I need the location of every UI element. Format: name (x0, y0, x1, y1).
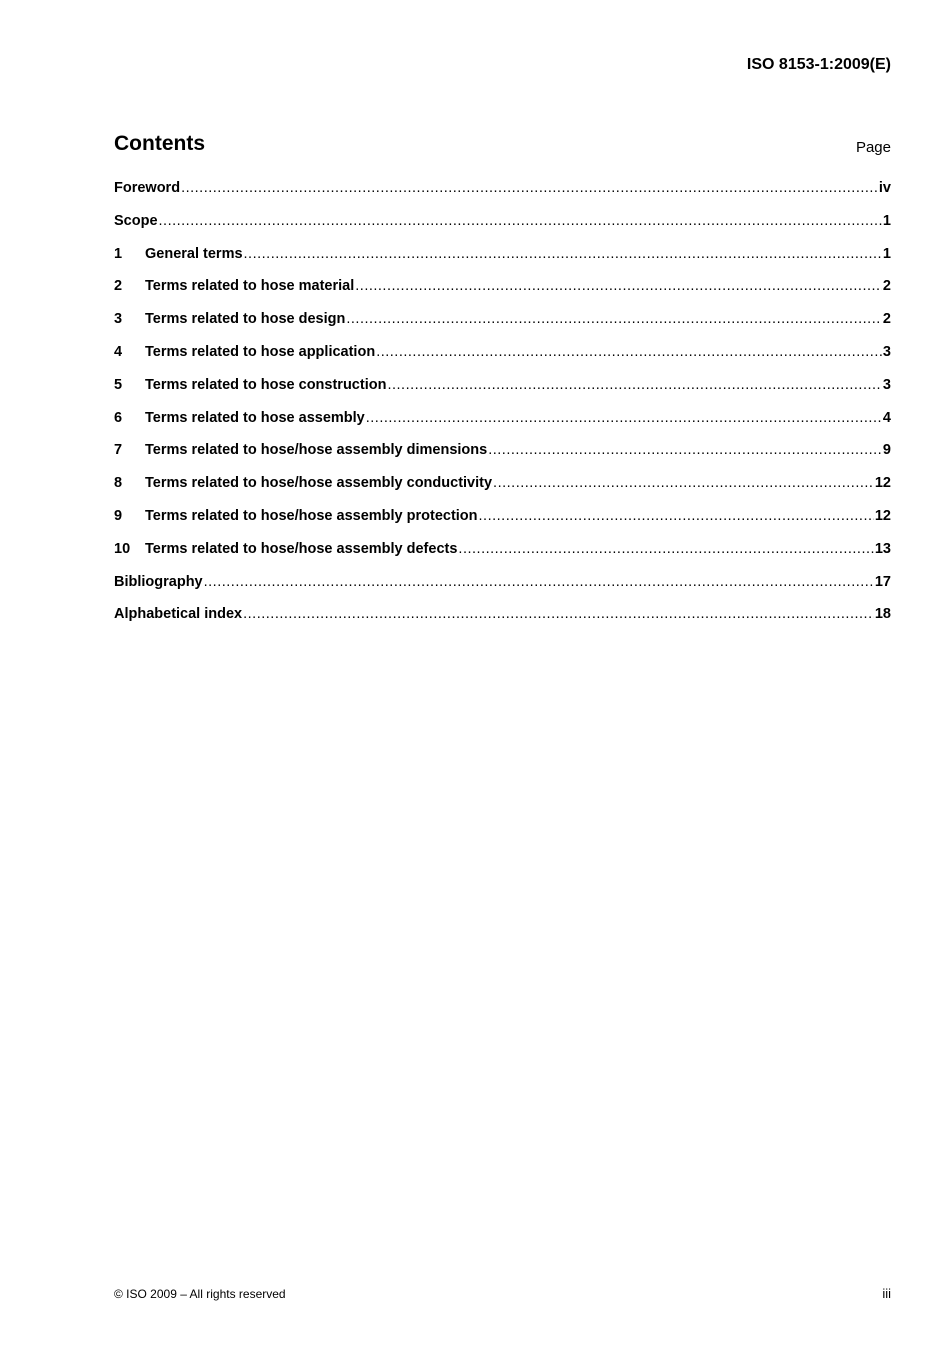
toc-entry-6[interactable] (114, 410, 891, 443)
contents-title: Contents (114, 132, 205, 155)
toc-entry-page: 3 (882, 343, 891, 360)
toc-entry-page: 4 (882, 409, 891, 426)
toc-entry-alphabetical-index[interactable] (114, 606, 891, 639)
toc-entry-5[interactable] (114, 377, 891, 410)
toc-entry-page: 9 (882, 442, 891, 459)
toc-entry-page: 1 (882, 245, 891, 262)
toc-entry-title: Terms related to hose construction (145, 376, 387, 393)
toc-entry-number: 1 (114, 245, 123, 262)
toc-entry-number: 7 (114, 442, 123, 459)
toc-entry-page: 12 (874, 507, 891, 524)
toc-entry-title: Terms related to hose/hose assembly defects (145, 540, 458, 557)
toc-entry-10[interactable] (114, 541, 891, 574)
toc-leader-dots (243, 606, 874, 622)
contents-header (114, 132, 891, 162)
toc-entry-number: 9 (114, 507, 123, 524)
toc-entry-title: Terms related to hose/hose assembly conductivity (145, 475, 493, 492)
toc-leader-dots (355, 278, 882, 294)
toc-entry-page: 1 (882, 212, 891, 229)
toc-entry-page: 2 (882, 311, 891, 328)
toc-entry-number: 6 (114, 409, 123, 426)
toc-entry-number: 4 (114, 343, 123, 360)
toc-entry-4[interactable] (114, 344, 891, 377)
toc-entry-page: 17 (874, 573, 891, 590)
toc-entry-1[interactable] (114, 246, 891, 279)
page-column-label: Page (855, 139, 891, 156)
toc-entry-bibliography[interactable] (114, 574, 891, 607)
toc-entry-number: 10 (114, 540, 131, 557)
toc-entry-page: 3 (882, 376, 891, 393)
toc-entry-2[interactable] (114, 278, 891, 311)
toc-entry-title: Terms related to hose/hose assembly dimensions (145, 442, 488, 459)
toc-entry-title: Bibliography (114, 573, 203, 590)
toc-leader-dots (376, 344, 882, 360)
table-of-contents (114, 180, 891, 639)
toc-leader-dots (387, 377, 881, 393)
toc-entry-title: Terms related to hose application (145, 343, 376, 360)
toc-entry-page: iv (878, 180, 891, 196)
toc-entry-title: Foreword (114, 180, 181, 196)
footer-copyright: © ISO 2009 – All rights reserved (114, 1287, 286, 1301)
toc-entry-number: 3 (114, 311, 123, 328)
toc-leader-dots (366, 410, 882, 426)
toc-entry-7[interactable] (114, 442, 891, 475)
toc-entry-title: Alphabetical index (114, 606, 243, 623)
toc-entry-page: 2 (882, 278, 891, 295)
toc-entry-page: 12 (874, 475, 891, 492)
toc-entry-number: 2 (114, 278, 123, 295)
toc-entry-title: General terms (145, 245, 243, 262)
footer-page-number: iii (882, 1286, 891, 1301)
toc-leader-dots (458, 541, 873, 557)
toc-entry-scope[interactable] (114, 213, 891, 246)
toc-entry-title: Terms related to hose assembly (145, 409, 365, 426)
toc-entry-8[interactable] (114, 475, 891, 508)
toc-entry-number: 8 (114, 475, 123, 492)
toc-entry-page: 18 (874, 606, 891, 623)
toc-entry-title: Terms related to hose material (145, 278, 355, 295)
toc-leader-dots (493, 475, 874, 491)
toc-entry-title: Scope (114, 212, 158, 229)
toc-leader-dots (159, 213, 882, 229)
toc-leader-dots (488, 442, 882, 458)
toc-leader-dots (346, 311, 882, 327)
toc-entry-foreword[interactable] (114, 180, 891, 213)
toc-entry-9[interactable] (114, 508, 891, 541)
toc-entry-page: 13 (874, 540, 891, 557)
toc-entry-3[interactable] (114, 311, 891, 344)
toc-leader-dots (181, 180, 878, 196)
toc-leader-dots (244, 246, 882, 262)
toc-leader-dots (479, 508, 874, 524)
toc-entry-title: Terms related to hose design (145, 311, 346, 328)
toc-entry-title: Terms related to hose/hose assembly protection (145, 507, 478, 524)
toc-leader-dots (204, 574, 874, 590)
toc-entry-number: 5 (114, 376, 123, 393)
document-id: ISO 8153-1:2009(E) (746, 56, 891, 73)
